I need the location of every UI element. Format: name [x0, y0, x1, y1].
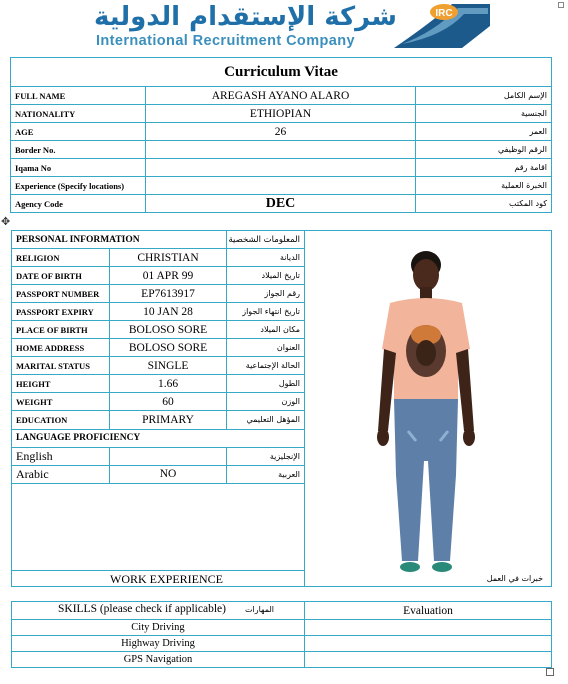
logo-text: IRC — [435, 8, 453, 19]
row-label-arabic: الديانة — [227, 249, 305, 267]
language-label: Arabic — [12, 465, 110, 483]
table-row — [11, 177, 552, 195]
row-value: AREGASH AYANO ALARO — [146, 87, 416, 105]
row-label: WEIGHT — [12, 393, 110, 411]
row-value — [146, 141, 416, 159]
row-label-arabic: العمر — [416, 123, 552, 141]
skill-evaluation[interactable] — [305, 636, 552, 652]
cv-summary-table — [10, 57, 552, 213]
language-value — [110, 447, 227, 465]
row-value: 26 — [146, 123, 416, 141]
row-value — [146, 177, 416, 195]
row-label-arabic: الخبرة العملية — [416, 177, 552, 195]
move-icon[interactable]: ✥ — [1, 215, 11, 228]
row-value — [146, 159, 416, 177]
work-experience-heading: WORK EXPERIENCE — [110, 571, 223, 586]
row-label: AGE — [11, 123, 146, 141]
personal-info-heading: PERSONAL INFORMATION — [12, 231, 227, 249]
page-corner-marker — [558, 2, 564, 8]
language-label: English — [12, 447, 110, 465]
language-label-arabic: الإنجليزية — [227, 447, 305, 465]
row-value: EP7613917 — [110, 285, 227, 303]
row-label: HOME ADDRESS — [12, 339, 110, 357]
row-label: Experience (Specify locations) — [11, 177, 146, 195]
evaluation-header: Evaluation — [305, 602, 552, 620]
personal-info-table — [11, 230, 552, 587]
row-label: Border No. — [11, 141, 146, 159]
row-value: 1.66 — [110, 375, 227, 393]
table-row — [11, 195, 552, 213]
row-label-arabic: المؤهل التعليمي — [227, 411, 305, 429]
skills-table — [11, 601, 552, 668]
resize-handle[interactable] — [546, 668, 554, 676]
row-label: NATIONALITY — [11, 105, 146, 123]
table-row — [12, 636, 552, 652]
blank-cell — [12, 483, 305, 570]
company-name-arabic: شركة الإستقدام الدولية — [94, 2, 397, 32]
skills-label-arabic: المهارات — [244, 605, 274, 614]
row-value: BOLOSO SORE — [110, 321, 227, 339]
row-label-arabic: رقم الجواز — [227, 285, 305, 303]
row-label: EDUCATION — [12, 411, 110, 429]
table-row — [11, 123, 552, 141]
table-row — [11, 105, 552, 123]
row-label: PLACE OF BIRTH — [12, 321, 110, 339]
language-heading: LANGUAGE PROFICIENCY — [12, 429, 305, 447]
skill-evaluation[interactable] — [305, 620, 552, 636]
row-value: BOLOSO SORE — [110, 339, 227, 357]
row-label: PASSPORT NUMBER — [12, 285, 110, 303]
row-label-arabic: العنوان — [227, 339, 305, 357]
row-label: HEIGHT — [12, 375, 110, 393]
language-label-arabic: العربية — [227, 465, 305, 483]
table-row — [11, 141, 552, 159]
row-label-arabic: تاريخ الميلاد — [227, 267, 305, 285]
table-row — [11, 159, 552, 177]
table-row — [12, 652, 552, 668]
row-value: SINGLE — [110, 357, 227, 375]
company-name-english: International Recruitment Company — [96, 33, 355, 49]
row-label-arabic: مكان الميلاد — [227, 321, 305, 339]
candidate-photo — [305, 231, 552, 587]
row-value: PRIMARY — [110, 411, 227, 429]
row-label: Agency Code — [11, 195, 146, 213]
table-row — [11, 87, 552, 105]
language-value: NO — [110, 465, 227, 483]
row-label: PASSPORT EXPIRY — [12, 303, 110, 321]
skills-header — [12, 602, 305, 620]
row-label: MARITAL STATUS — [12, 357, 110, 375]
row-label: Iqama No — [11, 159, 146, 177]
cv-title: Curriculum Vitae — [11, 58, 552, 87]
row-value: 60 — [110, 393, 227, 411]
row-label-arabic: الإسم الكامل — [416, 87, 552, 105]
row-label-arabic: الوزن — [227, 393, 305, 411]
candidate-photo-icon — [308, 231, 548, 583]
skills-label: SKILLS (please check if applicable) — [58, 603, 226, 615]
row-label-arabic: اقامة رقم — [416, 159, 552, 177]
row-label-arabic: الطول — [227, 375, 305, 393]
row-value: CHRISTIAN — [110, 249, 227, 267]
company-header — [90, 2, 550, 54]
row-label-arabic: كود المكتب — [416, 195, 552, 213]
row-label-arabic: تاريخ انتهاء الجواز — [227, 303, 305, 321]
skill-label: GPS Navigation — [12, 652, 305, 668]
work-experience-heading-arabic: خبرات في العمل — [486, 573, 544, 583]
row-label-arabic: الحالة الإجتماعية — [227, 357, 305, 375]
company-logo-icon — [392, 2, 492, 50]
row-value: ETHIOPIAN — [146, 105, 416, 123]
personal-info-heading-arabic: المعلومات الشخصية — [227, 231, 305, 249]
row-value: 10 JAN 28 — [110, 303, 227, 321]
agency-code-value: DEC — [146, 195, 416, 213]
skill-evaluation[interactable] — [305, 652, 552, 668]
row-label: FULL NAME — [11, 87, 146, 105]
skill-label: City Driving — [12, 620, 305, 636]
row-label: DATE OF BIRTH — [12, 267, 110, 285]
skill-label: Highway Driving — [12, 636, 305, 652]
row-label-arabic: الرقم الوظيفي — [416, 141, 552, 159]
work-experience-row — [12, 570, 552, 586]
row-label: RELIGION — [12, 249, 110, 267]
row-label-arabic: الجنسية — [416, 105, 552, 123]
table-row — [12, 620, 552, 636]
row-value: 01 APR 99 — [110, 267, 227, 285]
